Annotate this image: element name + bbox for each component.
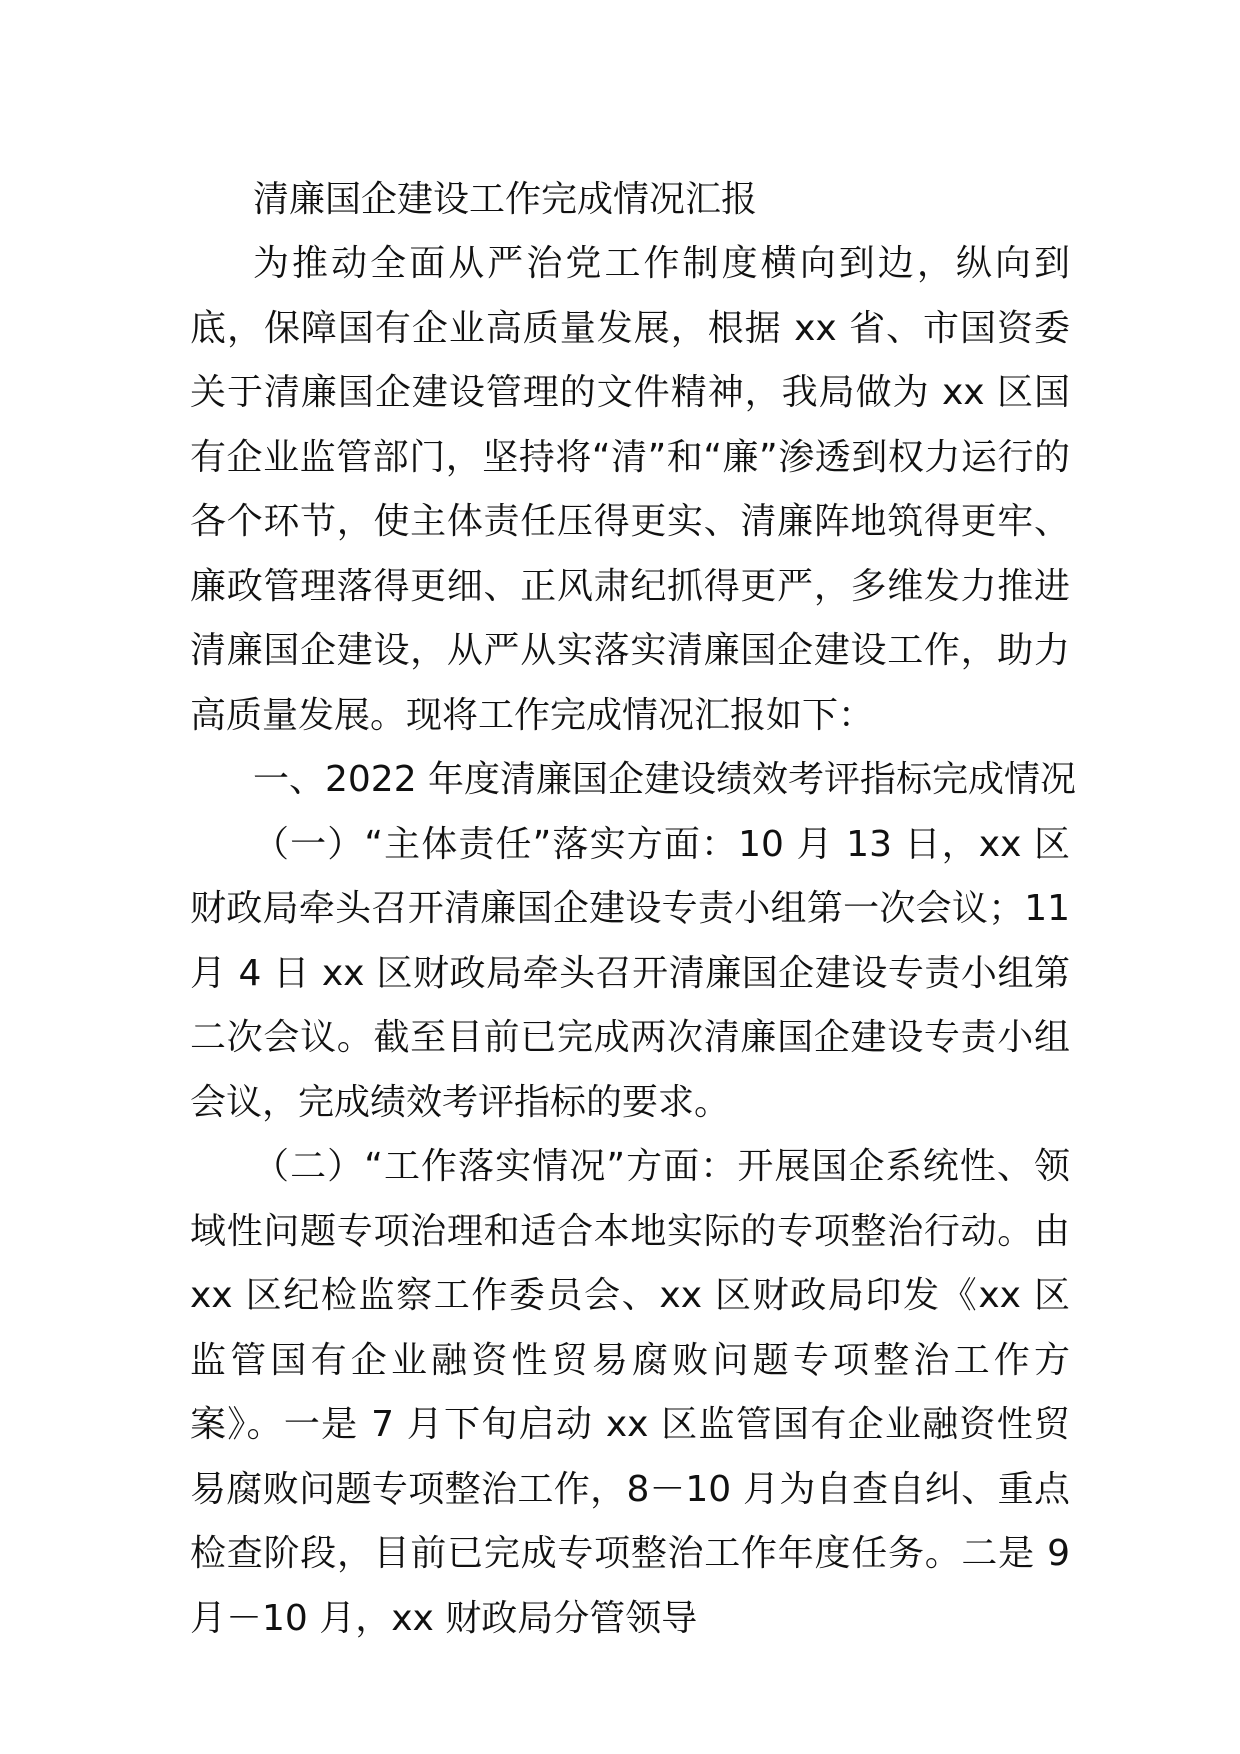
document-title: 清廉国企建设工作完成情况汇报 [253, 179, 758, 220]
paragraph-intro: 为推动全面从严治党工作制度横向到边，纵向到底，保障国有企业高质量发展，根据 xx 省、市国资委关于清廉国企建设管理的文件精神，我局做为 xx 区国有企业监管部门，坚持将“清”和“廉”渗透到权力运行的各个环节，使主体责任压得更实、清廉阵地筑得更牢、廉政管理落得更细、正风肃纪抓得更严，多维发力推进清廉国企建设，从严从实落实清廉国企建设工作，助力高质量发展。现将工作完成情况汇报如下： [190, 243, 1070, 736]
paragraph-subsection-2: （二）“工作落实情况”方面：开展国企系统性、领域性问题专项治理和适合本地实际的专项整治行动。由 xx 区纪检监察工作委员会、xx 区财政局印发《xx 区监管国有企业融资性贸易腐败问题专项整治工作方案》。一是 7 月下旬启动 xx 区监管国有企业融资性贸易腐败问题专项整治工作，8－10 月为自查自纠、重点检查阶段，目前已完成专项整治工作年度任务。二是 9 月－10 月，xx 财政局分管领导 [190, 1146, 1070, 1639]
paragraph-subsection-1: （一）“主体责任”落实方面：10 月 13 日，xx 区财政局牵头召开清廉国企建设专责小组第一次会议；11 月 4 日 xx 区财政局牵头召开清廉国企建设专责小组第二次会议。截至目前已完成两次清廉国企建设专责小组会议，完成绩效考评指标的要求。 [190, 823, 1070, 1123]
document-body [190, 232, 1077, 1651]
section-heading-1: 一、2022 年度清廉国企建设绩效考评指标完成情况 [253, 759, 1077, 800]
